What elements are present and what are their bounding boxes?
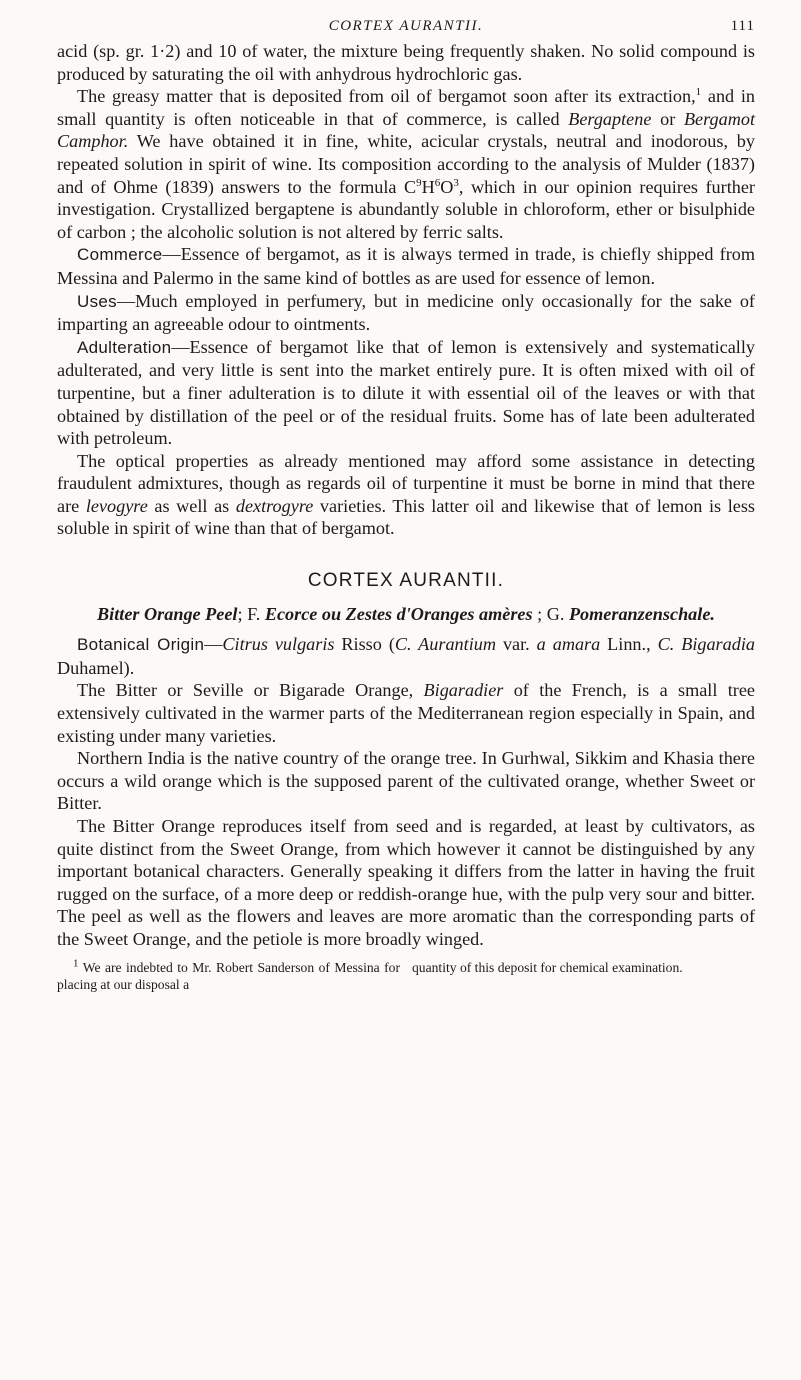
paragraph-adulteration: Adulteration—Essence of bergamot like that of lemon is extensively and systematically adulterated, and very little is sent into the market entirely pure. It is often mixed with oil of turpentine, but a finer adulteration is to dilute it with essential oil of the leaves or with that obtained by distillation of the peel or of the residual fruits. Some has of late been adulterated with petroleum.	[57, 336, 755, 449]
heading-uses: Uses	[77, 291, 117, 311]
heading-commerce: Commerce	[77, 245, 163, 265]
paragraph-bitter-orange: The Bitter or Seville or Bigarade Orange, Bigaradier of the French, is a small tree extensively cultivated in the warmer parts of the Mediterranean region especially in Spain, and existing under many varieties.	[57, 680, 755, 746]
paragraph-acid: acid (sp. gr. 1·2) and 10 of water, the mixture being frequently shaken. No solid compound is produced by saturating the oil with anhydrous hydrochloric gas.	[57, 41, 755, 84]
footnote-ref: 1	[695, 86, 702, 99]
paragraph-commerce: Commerce—Essence of bergamot, as it is always termed in trade, is chiefly shipped from Messina and Palermo in the same kind of bottles as are used for essence of lemon.	[57, 244, 755, 288]
footnote	[57, 959, 755, 993]
synonyms: Bitter Orange Peel; F. Ecorce ou Zestes d'Oranges amères ; G. Pomeranzenschale.	[97, 603, 715, 624]
paragraph-optical: The optical properties as already mentioned may afford some assistance in detecting fraudulent admixtures, though as regards oil of turpentine it must be borne in mind that there are levogyre as well as dextrogyre varieties. This latter oil and likewise that of lemon is less soluble in spirit of wine than that of bergamot.	[57, 450, 755, 539]
footnote-column-2: quantity of this deposit for chemical examination.	[412, 959, 683, 975]
paragraph-uses: Uses—Much employed in perfumery, but in medicine only occasionally for the sake of imparting an agreeable odour to ointments.	[57, 290, 755, 335]
heading-botanical-origin: Botanical Origin	[77, 635, 205, 655]
running-head-title: CORTEX AURANTII.	[328, 18, 484, 34]
footnote-mark: 1	[73, 957, 79, 970]
paragraph-botanical-origin: Botanical Origin—Citrus vulgaris Risso (C. Aurantium var. a amara Linn., C. Bigaradia Duhamel).	[57, 634, 755, 678]
page-number: 111	[730, 18, 755, 34]
body-text	[57, 40, 755, 951]
paragraph-northern-india: Northern India is the native country of the orange tree. In Gurhwal, Sikkim and Khasia there occurs a wild orange which is the supposed parent of the cultivated orange, whether Sweet or Bitter.	[57, 748, 755, 814]
running-head	[57, 18, 755, 40]
paragraph-reproduction: The Bitter Orange reproduces itself from seed and is regarded, at least by cultivators, as quite distinct from the Sweet Orange, from which however it cannot be distinguished by any important botanical characters. Generally speaking it differs from the latter in having the fruit rugged on the surface, of a more deep or reddish-orange hue, with the pulp very sour and bitter. The peel as well as the flowers and leaves are more aromatic than the corresponding parts of the Sweet Orange, and the petiole is more broadly winged.	[57, 816, 755, 949]
footnote-column-1: $^1$ We are indebted to Mr. Robert Sanderson of Messina for placing at our disposal a	[57, 957, 400, 992]
paragraph-bergaptene: The greasy matter that is deposited from oil of bergamot soon after its extraction,$^1$ and in small quantity is often noticeable in that of commerce, is called Bergaptene or Bergamot Camphor. We have obtained it in fine, white, acicular crystals, neutral and inodorous, by repeated solution in spirit of wine. Its composition according to the analysis of Mulder (1837) and of Ohme (1839) answers to the formula $C^9H^6O^3$, which in our opinion requires further investigation. Crystallized bergaptene is abundantly soluble in chloroform, ether or bisulphide of carbon ; the alcoholic solution is not altered by ferric salts.	[57, 86, 755, 242]
section-title: CORTEX AURANTII.	[307, 570, 505, 592]
heading-adulteration: Adulteration	[77, 337, 172, 357]
